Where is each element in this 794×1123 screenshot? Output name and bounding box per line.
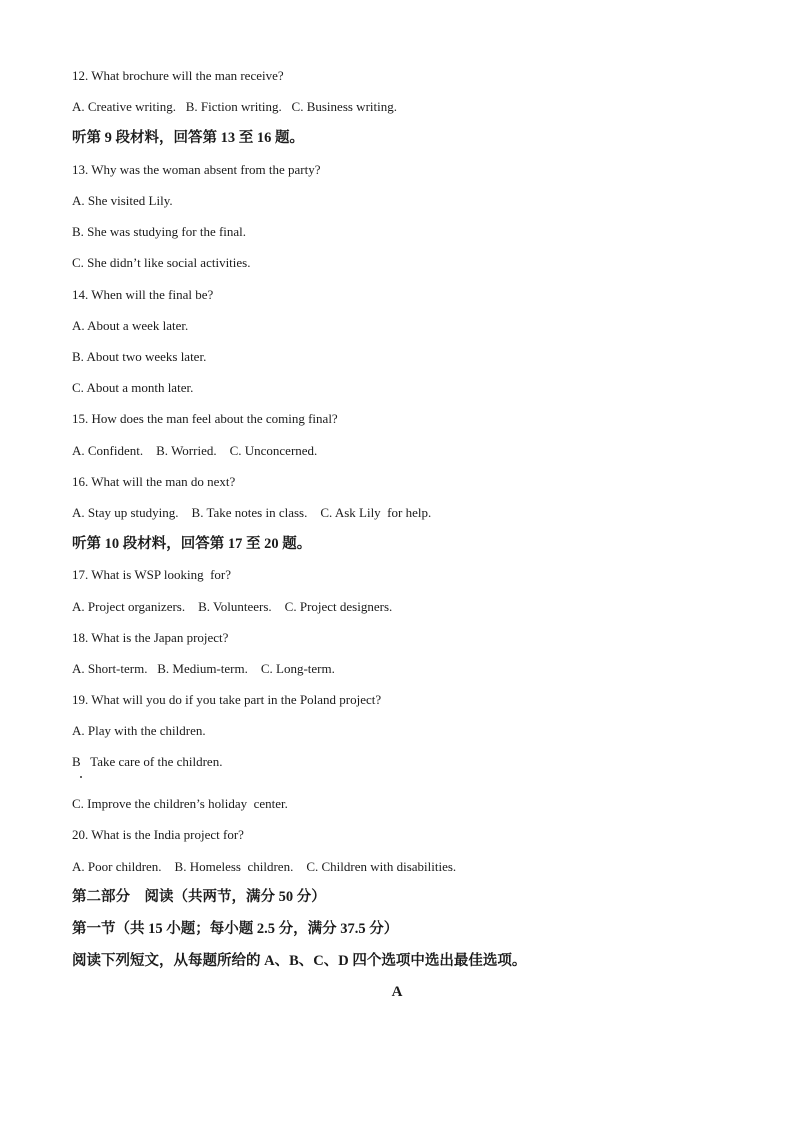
options-15: A. Confident. B. Worried. C. Unconcerned. xyxy=(72,443,318,458)
question-20: 20. What is the India project for? xyxy=(72,827,244,842)
question-16: 16. What will the man do next? xyxy=(72,474,236,489)
part-two-heading: 第二部分 阅读（共两节，满分 50 分） xyxy=(72,889,326,905)
option-13a: A. She visited Lily. xyxy=(72,193,173,208)
section-heading-10: 听第 10 段材料，回答第 17 至 20 题。 xyxy=(72,536,312,552)
option-14c: C. About a month later. xyxy=(72,380,194,395)
question-13: 13. Why was the woman absent from the party? xyxy=(72,162,321,177)
option-19b: B Take care of the children. xyxy=(72,754,223,769)
question-15: 15. How does the man feel about the coming final? xyxy=(72,411,338,426)
question-17: 17. What is WSP looking for? xyxy=(72,567,232,582)
question-19: 19. What will you do if you take part in the Poland project? xyxy=(72,692,382,707)
option-14a: A. About a week later. xyxy=(72,318,189,333)
options-17: A. Project organizers. B. Volunteers. C. Project designers. xyxy=(72,599,393,614)
option-19a: A. Play with the children. xyxy=(72,723,206,738)
section-heading-9: 听第 9 段材料，回答第 13 至 16 题。 xyxy=(72,130,304,146)
options-12: A. Creative writing. B. Fiction writing. C. Business writing. xyxy=(72,99,397,114)
option-19c: C. Improve the children’s holiday center. xyxy=(72,796,288,811)
options-20: A. Poor children. B. Homeless children. C. Children with disabilities. xyxy=(72,859,457,874)
question-18: 18. What is the Japan project? xyxy=(72,630,229,645)
question-12: 12. What brochure will the man receive? xyxy=(72,68,284,83)
option-13c: C. She didn’t like social activities. xyxy=(72,255,251,270)
passage-letter: A xyxy=(391,984,403,1000)
options-18: A. Short-term. B. Medium-term. C. Long-term. xyxy=(72,661,335,676)
option-13b: B. She was studying for the final. xyxy=(72,224,247,239)
option-14b: B. About two weeks later. xyxy=(72,349,207,364)
section-one-heading: 第一节（共 15 小题；每小题 2.5 分，满分 37.5 分） xyxy=(72,921,399,937)
options-16: A. Stay up studying. B. Take notes in class. C. Ask Lily for help. xyxy=(72,505,432,520)
reading-instructions: 阅读下列短文，从每题所给的 A、B、C、D 四个选项中选出最佳选项。 xyxy=(72,953,527,969)
question-14: 14. When will the final be? xyxy=(72,287,214,302)
stray-dot-mark xyxy=(80,776,82,778)
